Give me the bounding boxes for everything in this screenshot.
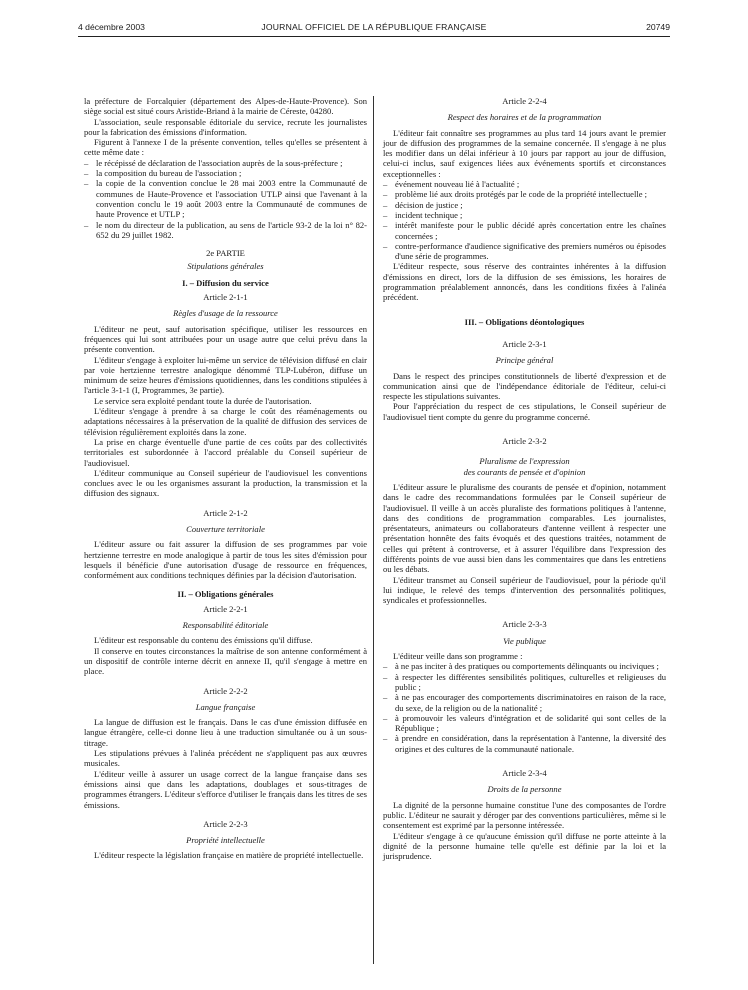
article-subtitle: Propriété intellectuelle [186,835,265,846]
list-item-text: à ne pas encourager des comportements discriminatoires en raison de la race, du sexe, de la religion ou de la nationalité ; [395,692,666,713]
paragraph: L'éditeur transmet au Conseil supérieur de l'audiovisuel, pour la période qu'il lui indique, le relevé des temps d'intervention des personnalités politiques, syndicales et professionnelles. [383,574,666,606]
paragraph: Pour l'appréciation du respect de ces stipulations, le Conseil supérieur de l'audiovisuel tient compte du genre du programme concerné. [383,401,666,422]
list-item [84,220,367,241]
article-heading: Article 2-1-1 [203,292,248,303]
article-subtitle: Règles d'usage de la ressource [173,308,278,319]
paragraph: L'éditeur veille à assurer un usage correct de la langue française dans ses émissions ainsi que dans les adaptations, doublages et sous-titrages de programmes étrangers. L'éditeur s'efforce d'utiliser le français dans les titres de ses émissions. [84,768,367,810]
header-date: 4 décembre 2003 [78,22,145,32]
list-item [383,661,666,671]
part-title: 2e PARTIE [206,248,245,259]
list-item [383,692,666,713]
article-subtitle: Responsabilité éditoriale [182,620,269,631]
article-heading: Article 2-2-4 [502,96,547,106]
paragraph: La dignité de la personne humaine constitue l'une des composantes de l'ordre public. L'éditeur ne saurait y déroger par des conventions particulières, même si le consentement est exprimé par la personne intéressée. [383,799,666,831]
public-life-list [383,661,666,754]
article-heading: Article 2-3-3 [502,619,547,630]
page-number: 20749 [646,22,670,32]
paragraph: L'éditeur communique au Conseil supérieur de l'audiovisuel les conventions conclues avec le ou les organismes assurant la production, la transmission et la diffusion des signaux. [84,467,367,499]
paragraph: L'éditeur est responsable du contenu des émissions qu'il diffuse. [94,635,313,646]
dash-bullet: – [84,168,89,179]
paragraph: L'éditeur assure le pluralisme des courants de pensée et d'opinion, notamment dans le cadre des recommandations formulées par le Conseil supérieur de l'audiovisuel. Il veille à un accès pluraliste des formations politiques à l'antenne, dans des conditions de programmation comparables. Les journalistes, présentateurs, animateurs ou collaborateurs d'antenne veillent à respecter une présentation honnête des faits évoqués et des questions traitées, notamment de celles qui prêtent à controverse, et à assurer l'équilibre dans l'expression des différents points de vue aussi bien dans les commentaires que dans les entretiens ou les débats. [383,481,666,575]
paragraph: L'éditeur respecte, sous réserve des contraintes inhérentes à la diffusion d'émissions en direct, lors de la diffusion de ses émissions, les horaires de programmation préalablement annoncés, dans les conditions fixées à l'alinéa précédent. [383,261,666,303]
paragraph: la préfecture de Forcalquier (département des Alpes-de-Haute-Provence). Son siège social est situé cours Aristide-Briand à la mairie de Céreste, 04280. [84,96,367,117]
section-heading: I. – Diffusion du service [182,277,269,288]
annex-list [84,158,367,240]
dash-bullet: – [383,189,388,200]
list-item-text: le nom du directeur de la publication, au sens de l'article 93-2 de la loi n° 82-652 du 29 juillet 1982. [96,219,367,240]
list-item [383,241,666,262]
paragraph: Dans le respect des principes constitutionnels de liberté d'expression et de communication ainsi que de l'indépendance éditoriale de l'éditeur, celui-ci respecte les stipulations suivantes. [383,370,666,402]
paragraph: La langue de diffusion est le français. Dans le cas d'une émission diffusée en langue étrangère, celle-ci donne lieu à une traduction simultanée ou à un sous-titrage. [84,717,367,748]
list-item [84,178,367,219]
dash-bullet: – [84,178,89,189]
dash-bullet: – [383,179,388,190]
article-subtitle: des courants de pensée et d'opinion [463,466,586,477]
column-divider [373,96,374,964]
paragraph: L'éditeur assure ou fait assurer la diffusion de ses programmes par voie hertzienne terrestre en mode analogique à partir de tous les sites d'émission pour lesquels il bénéficie d'une autorisation d'usage de ressource en fréquences, conformément aux conditions techniques définies par la décision d'autorisation. [84,539,367,581]
dash-bullet: – [383,220,388,231]
article-subtitle: Langue française [195,701,256,712]
paragraph: La prise en charge éventuelle d'une partie de ces coûts par des collectivités territoriales est subordonnée à l'accord préalable du Conseil supérieur de l'audiovisuel. [84,436,367,468]
article-subtitle: Principe général [495,355,554,366]
paragraph: L'éditeur respecte la législation française en matière de propriété intellectuelle. [94,850,364,861]
list-item-text: problème lié aux droits protégés par le code de la propriété intellectuelle ; [395,189,648,200]
paragraph: Les stipulations prévues à l'alinéa précédent ne s'appliquent pas aux œuvres musicales. [84,748,367,769]
list-item-text: le récépissé de déclaration de l'association auprès de la sous-préfecture ; [96,157,343,168]
dash-bullet: – [383,199,388,210]
list-item-text: à promouvoir les valeurs d'intégration et de solidarité qui sont celles de la République ; [395,712,666,734]
article-heading: Article 2-3-4 [502,768,547,779]
dash-bullet: – [383,661,388,672]
article-heading: Article 2-1-2 [203,507,248,518]
dash-bullet: – [84,219,89,230]
paragraph: Il conserve en toutes circonstances la maîtrise de son antenne conformément à un dispositif de contrôle interne décrit en annexe II, qu'il s'engage à mettre en place. [84,645,367,677]
paragraph: L'association, seule responsable éditoriale du service, recrute les journalistes pour la fabrication des émissions d'information. [84,116,367,137]
dash-bullet: – [383,209,388,220]
right-column [383,96,666,861]
article-heading: Article 2-3-2 [502,436,547,447]
article-subtitle: Couverture territoriale [186,523,265,534]
list-item-text: à ne pas inciter à des pratiques ou comportements délinquants ou inciviques ; [395,661,659,672]
dash-bullet: – [383,240,388,251]
article-subtitle: Respect des horaires et de la programmation [447,112,602,123]
section-heading: III. – Obligations déontologiques [464,316,585,327]
list-item [84,168,367,178]
list-item-text: contre-performance d'audience significative des premiers numéros ou épisodes d'une série de programmes. [395,240,666,262]
list-item [383,189,666,199]
list-item-text: à prendre en considération, dans la représentation à l'antenne, la diversité des origines et des cultures de la communauté nationale. [395,733,666,754]
part-subtitle: Stipulations générales [187,261,264,272]
left-column [84,96,367,861]
list-item-text: décision de justice ; [395,199,463,210]
paragraph: L'éditeur s'engage à prendre à sa charge le coût des réaménagements ou adaptations nécessaires à la préservation de la qualité de diffusion des services de télévision régulièrement exploités dans la zone. [84,406,367,437]
list-item-text: la copie de la convention conclue le 28 mai 2003 entre la Communauté de communes de Haute-Provence et l'association UTLP ainsi que l'avenant à la convention conclu le 19 août 2003 entre la Communauté de communes de haute Provence et UTLP ; [96,178,367,220]
list-item [383,200,666,210]
article-subtitle: Vie publique [503,635,546,646]
list-item [383,179,666,189]
list-item [383,210,666,220]
list-item [383,713,666,734]
dash-bullet: – [383,692,388,703]
list-item [383,672,666,693]
paragraph: Le service sera exploité pendant toute la durée de l'autorisation. [94,395,312,406]
paragraph: L'éditeur fait connaître ses programmes au plus tard 14 jours avant le premier jour de diffusion des programmes de la semaine concernée. Il s'engage à ne plus les modifier dans un délai inférieur à 10 jours par rapport au jour de diffusion, celui-ci inclus, sauf exigences liées aux événements sportifs et circonstances exceptionnelles : [383,127,666,179]
paragraph: L'éditeur s'engage à exploiter lui-même un service de télévision diffusé en clair par voie hertzienne terrestre analogique dénommé TLP-Lubéron, diffuse un minimum de seize heures d'émissions quotidiennes, dans les conditions stipulées à l'article 3-1-1 (I, Programmes, 3e partie). [84,354,367,396]
paragraph: Figurent à l'annexe I de la présente convention, telles qu'elles se présentent à cette même date : [84,137,367,158]
list-item-text: la composition du bureau de l'association ; [96,168,242,179]
list-item-text: à respecter les différentes sensibilités politiques, culturelles et religieuses du public ; [395,671,666,692]
list-item [84,158,367,168]
journal-title: JOURNAL OFFICIEL DE LA RÉPUBLIQUE FRANÇAISE [261,22,487,32]
article-heading: Article 2-2-2 [203,685,248,696]
list-item-text: incident technique ; [395,209,463,220]
page-header [78,22,670,36]
header-rule [78,36,670,37]
dash-bullet: – [383,671,388,682]
article-heading: Article 2-2-3 [203,818,248,829]
section-heading: II. – Obligations générales [177,589,274,600]
exception-list [383,179,666,261]
paragraph: L'éditeur veille dans son programme : [393,651,523,662]
list-item-text: événement nouveau lié à l'actualité ; [395,179,520,190]
dash-bullet: – [84,157,89,168]
dash-bullet: – [383,712,388,723]
dash-bullet: – [383,733,388,744]
article-heading: Article 2-2-1 [203,603,248,614]
list-item [383,733,666,754]
article-heading: Article 2-3-1 [502,338,547,349]
list-item-text: intérêt manifeste pour le public décidé après concertation entre les chaînes concernées ; [395,220,666,241]
paragraph: L'éditeur s'engage à ce qu'aucune émission qu'il diffuse ne porte atteinte à la dignité de la personne humaine telle qu'elle est définie par la loi et la jurisprudence. [383,830,666,862]
paragraph: L'éditeur ne peut, sauf autorisation spécifique, utiliser les ressources en fréquences qui lui sont attribuées pour un usage autre que celui prévu dans la présente convention. [84,323,367,355]
article-subtitle: Pluralisme de l'expression [479,456,570,467]
article-subtitle: Droits de la personne [487,784,562,795]
list-item [383,220,666,241]
